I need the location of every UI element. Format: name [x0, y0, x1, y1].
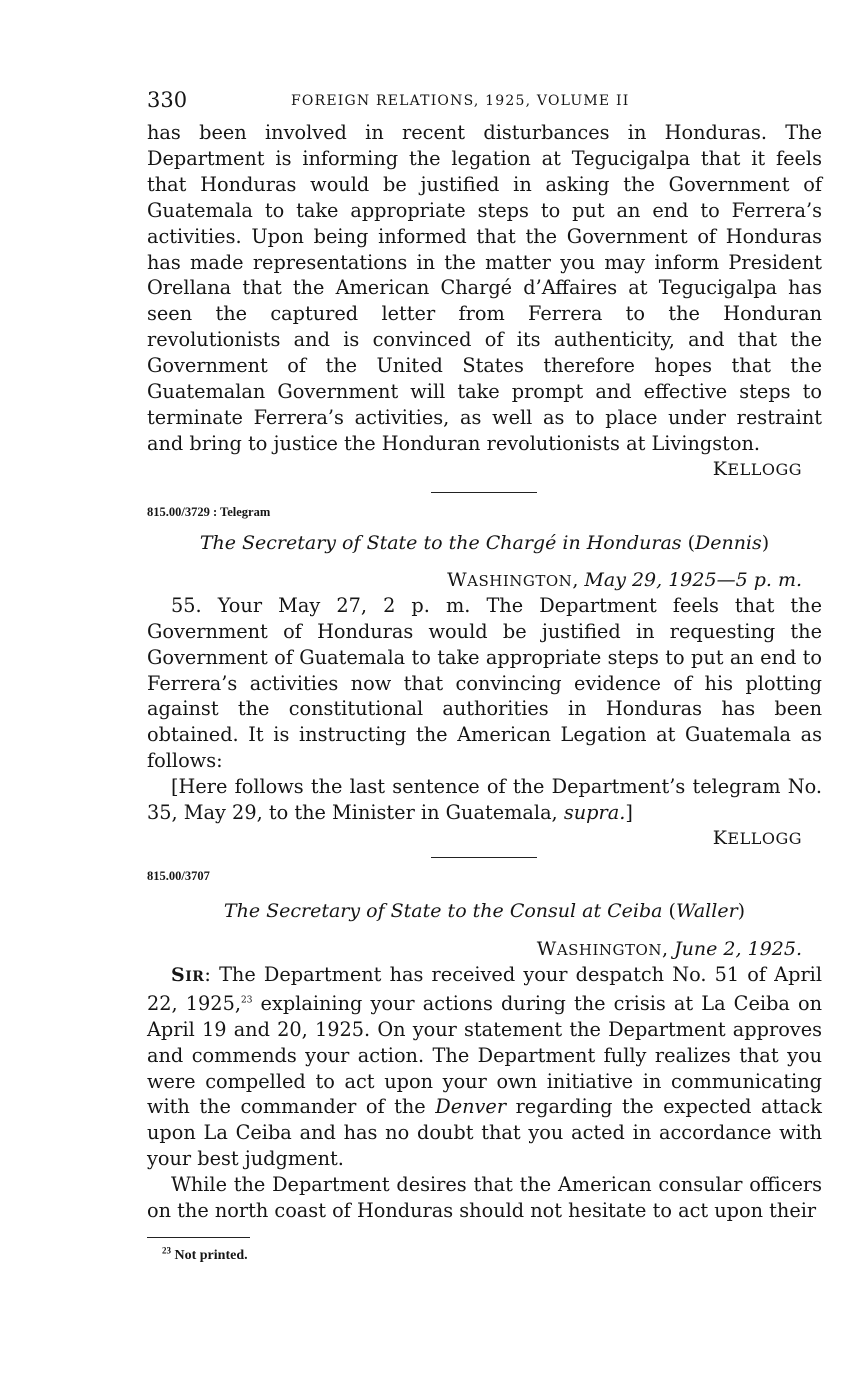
- page-number: 330: [147, 88, 188, 112]
- signature-kellogg-1: KELLOGG: [712, 457, 802, 480]
- document-title: The Secretary of State to the Consul at Ceiba (Waller): [223, 899, 746, 922]
- dateline: WASHINGTON, June 2, 1925.: [536, 937, 802, 960]
- salutation: SIR: [171, 963, 205, 986]
- file-number: 815.00/3707: [147, 868, 210, 883]
- telegram-note: [Here follows the last sentence of the Department’s telegram No. 35, May 29, to the Minister in Guatemala, supra.]: [147, 775, 822, 825]
- file-number: 815.00/3729 : Telegram: [147, 504, 271, 519]
- continued-paragraph: has been involved in recent disturbances in Honduras. The Department is informing the legation at Tegucigalpa that it feels that Honduras would be justified in asking the Government of Guatemala to take appropriate steps to put an end to Ferrera’s activities. Upon being informed that the Government of Honduras has made representations in the matter you may inform President Orellana that the American Chargé d’Affaires at Tegucigalpa has seen the captured letter from Ferrera to the Honduran revolutionists and is convinced of its authenticity, and that the Government of the United States therefore hopes that the Guatemalan Government will take prompt and effective steps to terminate Ferrera’s activities, as well as to place under restraint and bring to justice the Honduran revolutionists at Livingston.: [147, 121, 822, 455]
- letter-paragraph: SIR: The Department has received your despatch No. 51 of April 22, 1925,23 explaining your actions during the crisis at La Ceiba on April 19 and 20, 1925. On your statement the Department approves and commends your action. The Department fully realizes that you were compelled to act upon your own initiative in communicating with the commander of the Denver regarding the expected attack upon La Ceiba and has no doubt that you acted in accordance with your best judgment.: [147, 962, 822, 1171]
- ship-name: Denver: [435, 1095, 507, 1119]
- footnote-divider: [147, 1237, 250, 1238]
- document-page: [147, 88, 822, 1264]
- telegram-paragraph: 55. Your May 27, 2 p. m. The Department feels that the Government of Honduras would be justified in requesting the Government of Guatemala to take appropriate steps to put an end to Ferrera’s activities now that convincing evidence of his plotting against the constitutional authorities in Honduras has been obtained. It is instructing the American Legation at Guatemala as follows:: [147, 593, 822, 773]
- section-divider: [431, 857, 537, 858]
- signature-kellogg-2: KELLOGG: [712, 826, 802, 849]
- section-divider: [431, 492, 537, 493]
- document-title: The Secretary of State to the Chargé in Honduras (Dennis): [199, 531, 770, 554]
- footnote-reference: 23: [240, 995, 253, 1006]
- dateline: WASHINGTON, May 29, 1925—5 p. m.: [447, 568, 802, 591]
- running-title: FOREIGN RELATIONS, 1925, VOLUME II: [291, 93, 630, 109]
- letter-paragraph: While the Department desires that the American consular officers on the north coast of Honduras should not hesitate to act upon their: [147, 1173, 822, 1223]
- footnote: $^{23}$ Not printed.: [162, 1245, 248, 1263]
- page-header: [147, 88, 822, 114]
